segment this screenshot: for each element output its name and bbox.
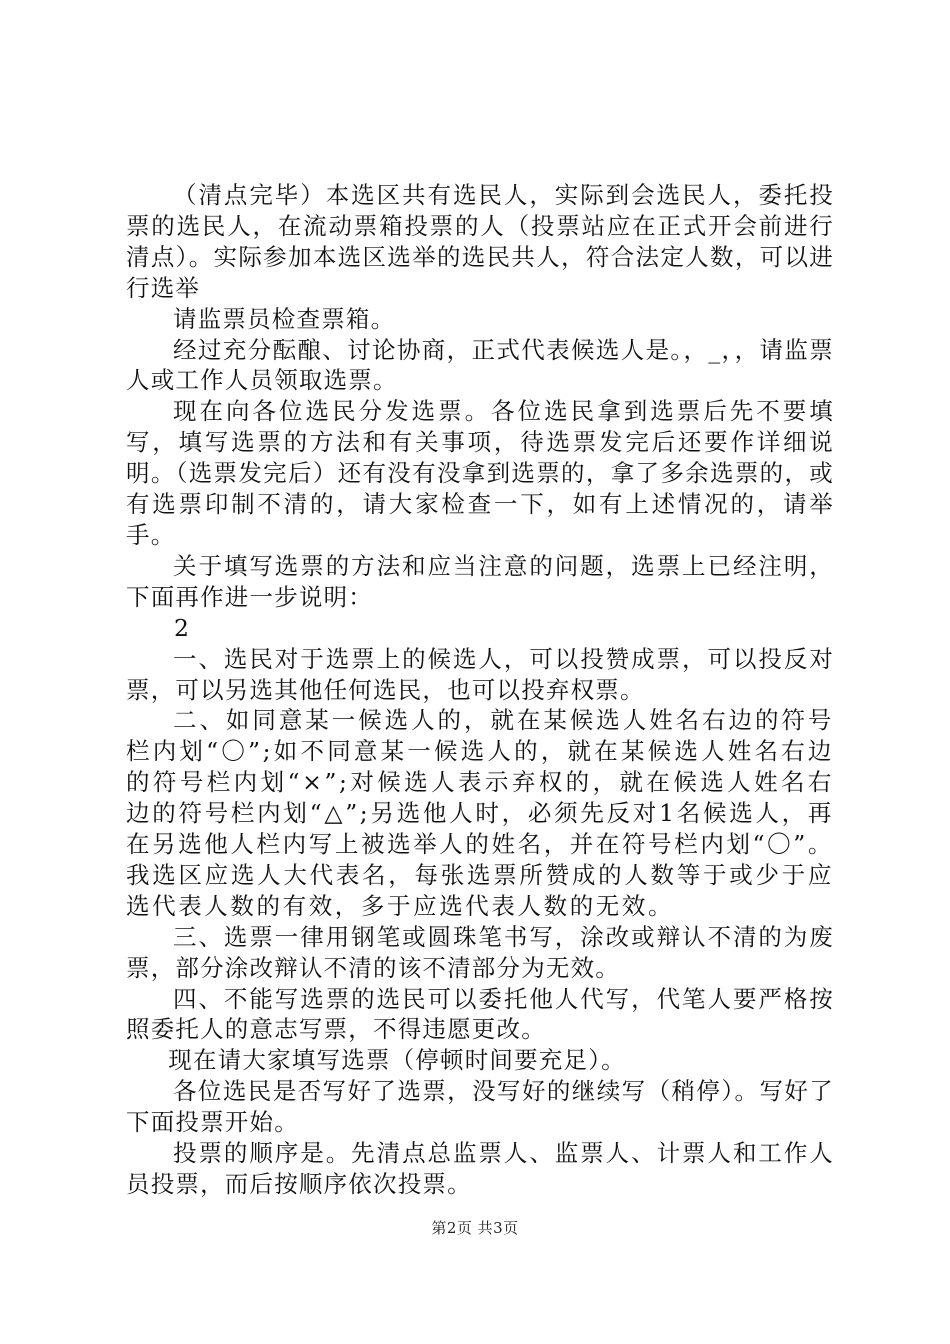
page-footer: 第2页 共3页	[431, 1219, 519, 1237]
paragraph-rule-three: 三、选票一律用钢笔或圆珠笔书写，涂改或辩认不清的为废票，部分涂改辩认不清的该不清部分为无效。	[126, 922, 834, 982]
paragraph-voting-order: 投票的顺序是。先清点总监票人、监票人、计票人和工作人员投票，而后按顺序依次投票。	[126, 1139, 834, 1198]
paragraph-check-ballot-box: 请监票员检查票箱。	[173, 304, 396, 333]
paragraph-rule-one: 一、选民对于选票上的候选人，可以投赞成票，可以投反对票，可以另选其他任何选民，也可以投弃权票。	[126, 644, 834, 704]
paragraph-rule-two: 二、如同意某一候选人的，就在某候选人姓名右边的符号栏内划“〇”;如不同意某一候选人的，就在某候选人姓名右边的符号栏内划“×”;对候选人表示弃权的，就在候选人姓名右边的符号栏内划“△”;另选他人时，必须先反对1名候选人，再在另选他人栏内写上被选举人的姓名，并在符号栏内划“〇”。我选区应选人大代表名，每张选票所赞成的人数等于或少于应选代表人数的有效，多于应选代表人数的无效。	[126, 706, 834, 920]
paragraph-distribute-ballots: 现在向各位选民分发选票。各位选民拿到选票后先不要填写，填写选票的方法和有关事项，待选票发完后还要作详细说明。（选票发完后）还有没有没拿到选票的，拿了多余选票的，或有选票印制不清的，请大家检查一下，如有上述情况的，请举手。	[126, 397, 834, 549]
paragraph-candidates: 经过充分酝酿、讨论协商，正式代表候选人是。，_，，请监票人或工作人员领取选票。	[126, 335, 834, 395]
paragraph-count-summary: （清点完毕）本选区共有选民人，实际到会选民人，委托投票的选民人，在流动票箱投票的人（投票站应在正式开会前进行清点）。实际参加本选区选举的选民共人，符合法定人数，可以进行选举	[126, 181, 834, 302]
inline-page-number: 2	[174, 613, 191, 642]
paragraph-fill-ballots-now: 现在请大家填写选票（停顿时间要充足）。	[168, 1046, 626, 1075]
paragraph-voting-begins: 各位选民是否写好了选票，没写好的继续写（稍停）。写好了下面投票开始。	[126, 1077, 834, 1137]
paragraph-filling-method-intro: 关于填写选票的方法和应当注意的问题，选票上已经注明，下面再作进一步说明：	[126, 551, 834, 611]
paragraph-rule-four: 四、不能写选票的选民可以委托他人代写，代笔人要严格按照委托人的意志写票，不得违愿更改。	[126, 984, 834, 1044]
document-body	[126, 180, 834, 1200]
